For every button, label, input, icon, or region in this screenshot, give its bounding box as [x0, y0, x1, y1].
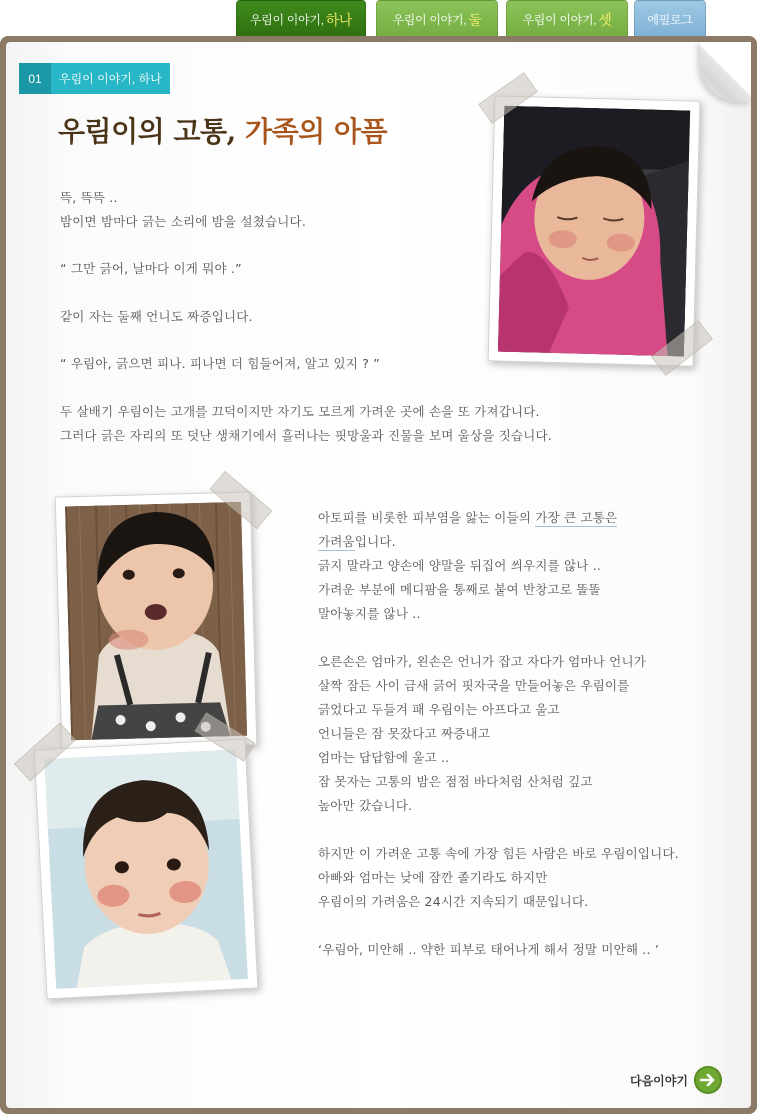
text-line: 살짝 잠든 사이 금새 긁어 핏자국을 만들어놓은 우림이를 [318, 678, 630, 693]
section-badge [19, 63, 170, 94]
next-story-label: 다음이야기 [630, 1073, 688, 1088]
text-line: 말아놓지를 않나 .. [318, 606, 421, 621]
title-main: 우림이의 고통, [58, 115, 236, 148]
tab-label: 우림이 이야기, [392, 13, 467, 27]
photo-toddler-crying [55, 491, 258, 750]
section-number: 01 [19, 63, 51, 94]
tab-highlight: 둘 [468, 12, 482, 29]
intro-quote-1: “ 그만 긁어, 날마다 이게 뭐야 .” [60, 261, 242, 276]
next-story-link[interactable] [630, 1066, 722, 1094]
photo-image [65, 502, 247, 741]
photo-boy-portrait [34, 739, 259, 1000]
intro-paragraph-3: 두 살배기 우림이는 고개를 끄덕이지만 자기도 모르게 가려운 곳에 손을 또 가져갑니다. [60, 404, 540, 419]
text-segment: 입니다. [354, 534, 396, 549]
text-line [318, 530, 738, 554]
tab-epilogue[interactable] [634, 0, 706, 38]
text-line: 우림이의 가려움은 24시간 지속되기 때문입니다. [318, 894, 589, 909]
page-title [58, 110, 387, 150]
tab-label: 에필로그 [647, 13, 693, 27]
photo-sleeping-baby [488, 95, 701, 366]
tab-label: 우림이 이야기, [249, 13, 324, 27]
text-line: ‘우림아, 미안해 .. 약한 피부로 태어나게 해서 정말 미안해 .. ’ [318, 942, 659, 957]
tab-story-3[interactable] [506, 0, 628, 38]
intro-quote-2: “ 우림아, 긁으면 피나. 피나면 더 힘들어져, 알고 있지 ? ” [60, 356, 380, 371]
intro-paragraph-1 [60, 186, 306, 234]
photo-image [44, 749, 248, 989]
text-line: 오른손은 엄마가, 왼손은 언니가 잡고 자다가 엄마나 언니가 [318, 654, 646, 669]
tab-story-1[interactable] [236, 0, 366, 38]
text-line: 잠 못자는 고통의 밤은 점점 바다처럼 산처럼 깊고 [318, 774, 593, 789]
story-text [318, 506, 738, 962]
tab-highlight: 하나 [325, 12, 353, 29]
text-line: 아빠와 엄마는 낮에 잠깐 졸기라도 하지만 [318, 870, 548, 885]
text-line: 언니들은 잠 못잤다고 짜증내고 [318, 726, 491, 741]
text-line: 긁었다고 두들겨 패 우림이는 아프다고 울고 [318, 702, 560, 717]
tab-story-2[interactable] [376, 0, 498, 38]
underlined-text: 가려움 [318, 534, 355, 549]
photo-image [498, 106, 690, 357]
tab-label: 우림이 이야기, [522, 13, 597, 27]
text-line: 높아만 갔습니다. [318, 798, 413, 813]
text-line: 밤이면 밤마다 긁는 소리에 밤을 설쳤습니다. [60, 214, 306, 229]
section-label: 우림이 이야기, 하나 [59, 72, 162, 86]
title-accent: 가족의 아픔 [245, 115, 388, 148]
tab-highlight: 셋 [598, 12, 612, 29]
underlined-text: 가장 큰 고통은 [535, 510, 618, 525]
intro-paragraph-2: 같이 자는 둘째 언니도 짜증입니다. [60, 309, 253, 324]
text-line: 긁지 말라고 양손에 양말을 뒤집어 씌우지를 않나 .. [318, 558, 602, 573]
text-line: 뜩, 뜩뜩 .. [60, 190, 118, 205]
text-line: 엄마는 답답함에 울고 .. [318, 750, 450, 765]
intro-paragraph-4: 그러다 긁은 자리의 또 덧난 생채기에서 흘러나는 핏망울과 진물을 보며 울상을 짓습니다. [60, 428, 552, 443]
text-segment: 아토피를 비롯한 피부염을 앓는 이들의 [318, 510, 536, 525]
text-line: 가려운 부분에 메디팜을 통째로 붙여 반창고로 똘똘 [318, 582, 601, 597]
text-line: 하지만 이 가려운 고통 속에 가장 힘든 사람은 바로 우림이입니다. [318, 846, 679, 861]
arrow-right-icon [694, 1066, 722, 1094]
text-line [318, 506, 738, 530]
